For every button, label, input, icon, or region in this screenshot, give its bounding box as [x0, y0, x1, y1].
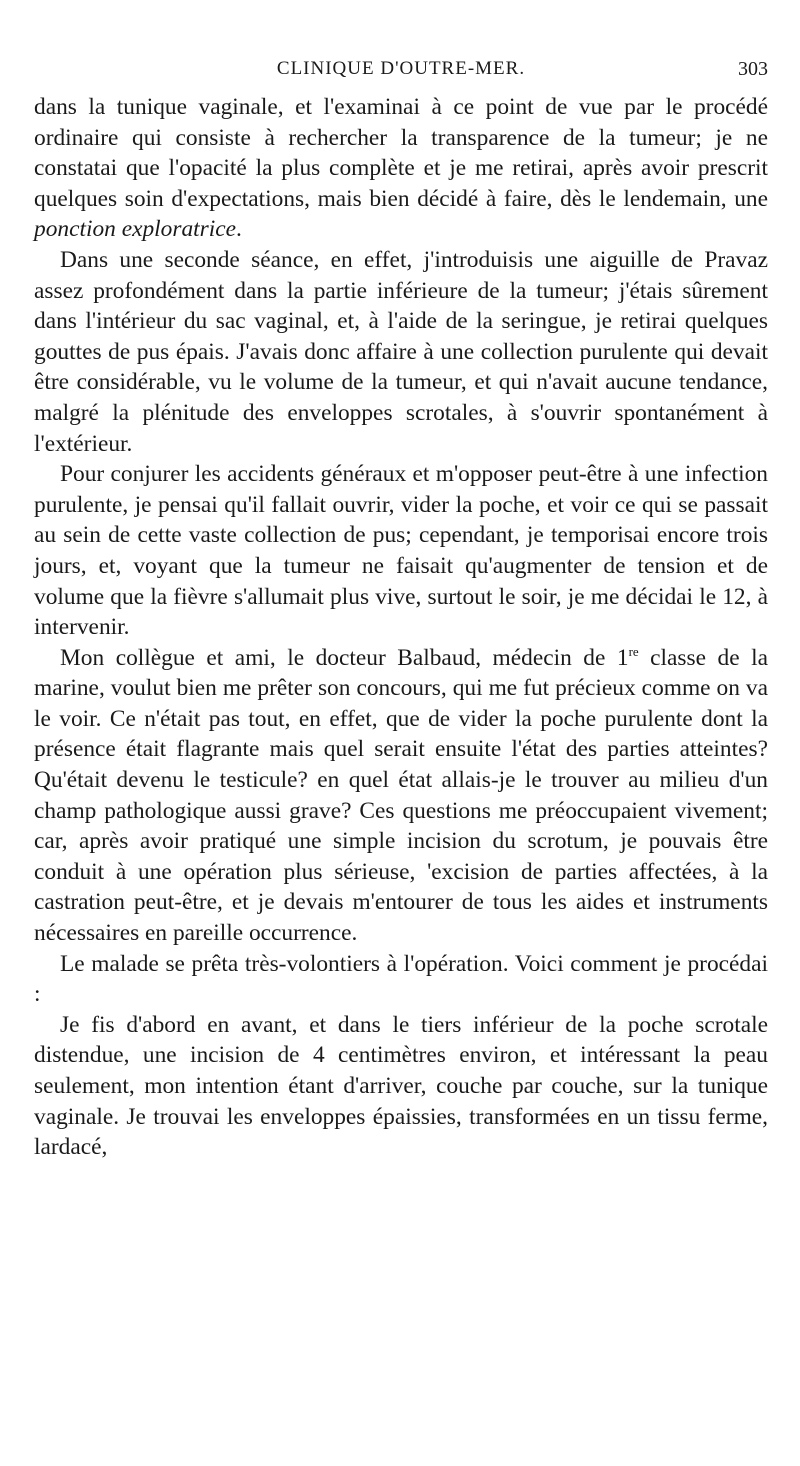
- paragraph-1-tail: .: [236, 216, 242, 243]
- book-page: [34, 52, 768, 1163]
- page-header: [34, 52, 768, 92]
- paragraph-3: Pour conjurer les accidents généraux et m'opposer peut-être à une infection purulente, je pensai qu'il fallait ouvrir, vider la poche, et voir ce qui se passait au sein de cette vaste collection de pus; cependant, je temporisai encore trois jours, et, voyant que la tumeur ne faisait qu'augmenter de tension et de volume que la fièvre s'allumait plus vive, surtout le soir, je me décidai le 12, à intervenir.: [34, 461, 768, 641]
- paragraph-6: Je fis d'abord en avant, et dans le tiers inférieur de la poche scrotale distendue, une incision de 4 centimètres environ, et intéressant la peau seulement, mon intention étant d'arriver, couche par couche, sur la tunique vaginale. Je trouvai les enveloppes épaissies, transformées en un tissu ferme, lardacé,: [34, 1011, 768, 1161]
- paragraph-2: Dans une seconde séance, en effet, j'introduisis une aiguille de Pravaz assez profondément dans la partie inférieure de la tumeur; j'étais sûrement dans l'intérieur du sac vaginal, et, à l'aide de la seringue, je retirai quelques gouttes de pus épais. J'avais donc affaire à une collection purulente qui devait être considérable, vu le volume de la tumeur, et qui n'avait aucune tendance, malgré la plénitude des enveloppes scrotales, à s'ouvrir spontanément à l'extérieur.: [34, 246, 768, 457]
- page-number: 303: [738, 58, 768, 80]
- paragraph-1-emphasis: ponction exploratrice: [34, 216, 237, 243]
- running-head: CLINIQUE D'OUTRE-MER.: [276, 58, 526, 79]
- paragraph-5: Le malade se prêta très-volontiers à l'opération. Voici comment je procédai :: [34, 950, 768, 1008]
- paragraph-1-text: dans la tunique vaginale, et l'examinai à ce point de vue par le procédé ordinaire qui consiste à rechercher la transparence de la tumeur; je ne constatai que l'opacité la plus complète et je me retirai, après avoir prescrit quelques soin d'expectations, mais bien décidé à faire, dès le lendemain, une: [34, 94, 768, 212]
- paragraph-4-superscript: re: [628, 643, 639, 659]
- paragraph-4-before: Mon collègue et ami, le docteur Balbaud, médecin de 1: [60, 644, 629, 671]
- body-text: [34, 92, 768, 1163]
- paragraph-1: [34, 92, 768, 245]
- paragraph-4-after: classe de la marine, voulut bien me prêter son concours, qui me fut précieux comme on va le voir. Ce n'était pas tout, en effet, que de vider la poche purulente dont la présence était flagrante mais quel serait ensuite l'état des parties atteintes? Qu'était devenu le testicule? en quel état allais-je le trouver au milieu d'un champ pathologique aussi grave? Ces questions me préoccupaient vivement; car, après avoir pratiqué une simple incision du scrotum, je pouvais être conduit à une opération plus sérieuse, 'excision de parties affectées, à la castration peut-être, et je devais m'entourer de tous les aides et instruments nécessaires en pareille occurrence.: [34, 644, 768, 947]
- paragraph-4: [34, 643, 768, 949]
